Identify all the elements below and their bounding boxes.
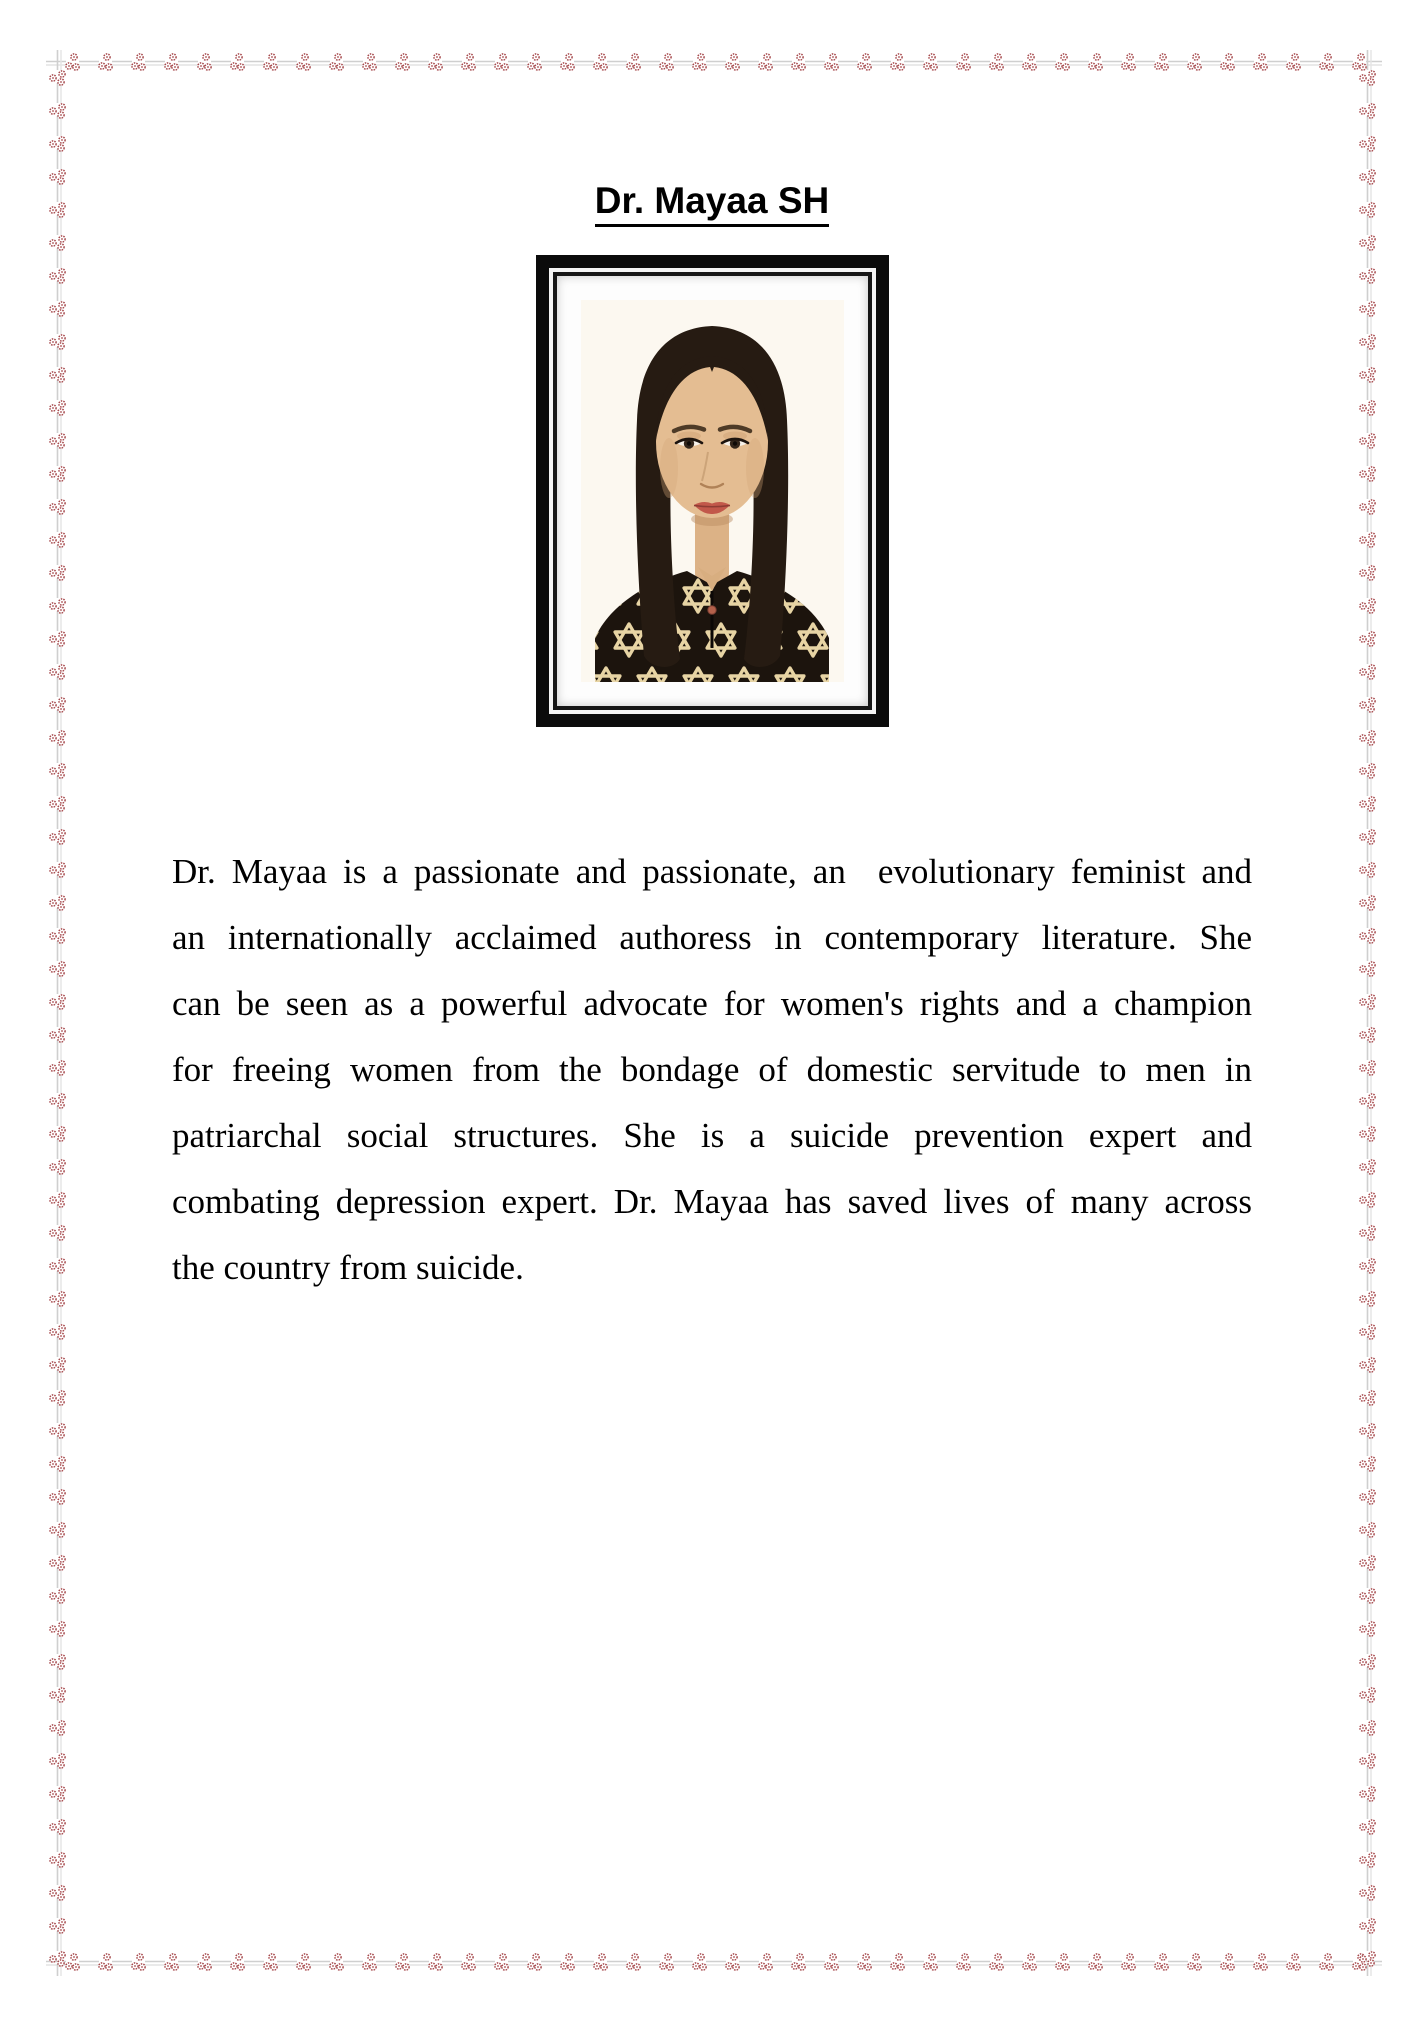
bio-line: for freeing women from the bondage of domestic servitude to men in	[172, 1050, 1252, 1089]
bio-line: combating depression expert. Dr. Mayaa has saved lives of many across	[172, 1182, 1252, 1221]
photo-mat	[557, 276, 868, 706]
portrait-photo-frame	[536, 255, 889, 727]
bio-line: an internationally acclaimed authoress in contemporary literature. She	[172, 918, 1252, 957]
bio-line: the country from suicide.	[172, 1248, 524, 1287]
bio-paragraph	[172, 839, 1252, 1301]
decorative-border-top	[46, 50, 1382, 76]
decorative-border-left	[46, 50, 72, 1976]
decorative-border-right	[1356, 50, 1382, 1976]
bio-line: patriarchal social structures. She is a suicide prevention expert and	[172, 1116, 1252, 1155]
page-title-text: Dr. Mayaa SH	[595, 181, 829, 227]
portrait-photo	[581, 300, 844, 682]
decorative-border-bottom	[46, 1950, 1382, 1976]
bio-line: Dr. Mayaa is a passionate and passionate, an evolutionary feminist and	[172, 852, 1252, 891]
bio-line: can be seen as a powerful advocate for women's rights and a champion	[172, 984, 1252, 1023]
page-title	[172, 181, 1252, 227]
frame-inner-black-band	[553, 272, 872, 710]
frame-inner-white-band	[549, 268, 876, 714]
